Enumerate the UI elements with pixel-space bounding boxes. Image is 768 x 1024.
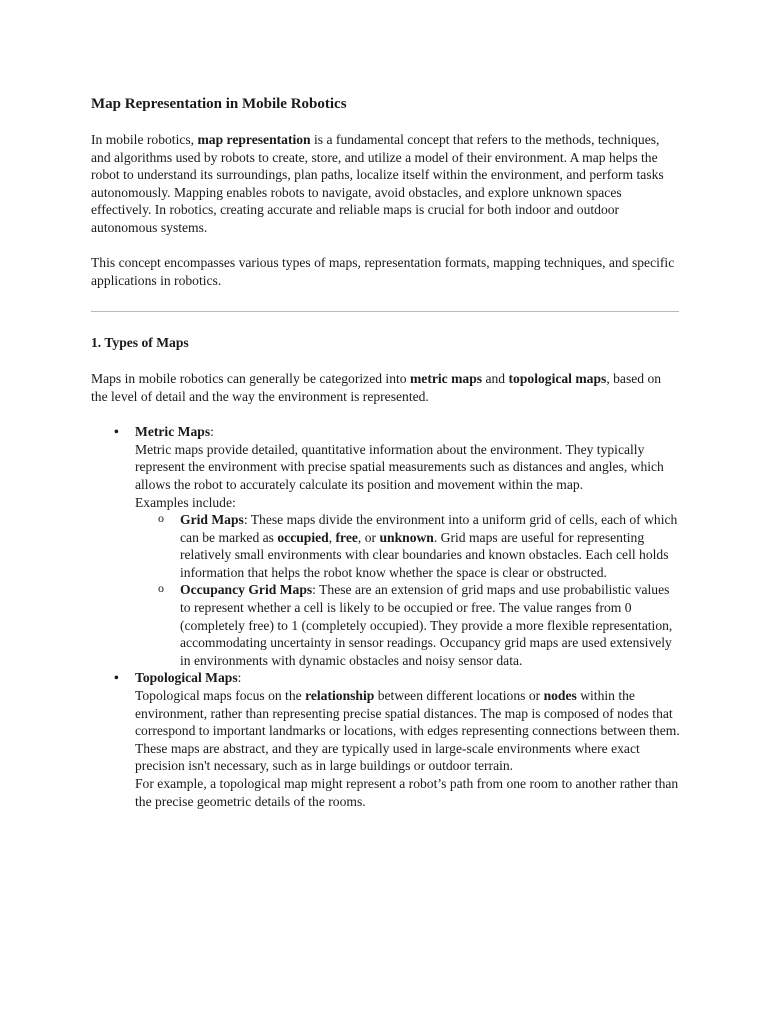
term-nodes: nodes [543,688,577,704]
metric-examples-label: Examples include: [135,494,236,510]
grid-maps-label: Grid Maps [180,512,244,528]
section-heading-types-of-maps: 1. Types of Maps [91,335,189,351]
term-topological-maps: topological maps [508,371,607,387]
intro-text-rest: is a fundamental concept that refers to the methods, techniques, and algorithms used by robots to create, store, and utilize a model of their environment. A map helps the robot to understand its surroundings, plan paths, localize itself within the environment, and perform tasks autonomously. Mapping enables robots to navigate, avoid obstacles, and explore unknown spaces effectively. In robotics, creating accurate and reliable maps is crucial for both indoor and outdoor autonomous systems. [91,132,664,235]
occupancy-grid-maps-text: : These are an extension of grid maps and use probabilistic values to represent whether a cell is likely to be occupied or free. The value ranges from 0 (completely free) to 1 (completely occupied). They provide a more flexible representation, accommodating uncertainty in sensor readings. Occupancy grid maps are used extensively in environments with dynamic obstacles and noisy sensor data. [180,582,673,668]
term-metric-maps: metric maps [409,371,483,387]
sub-bullet-icon: o [158,581,164,596]
metric-maps-colon: : [210,424,214,440]
map-types-list [91,423,681,810]
topological-maps-label: Topological Maps [135,670,238,686]
topological-example: For example, a topological map might represent a robot’s path from one room to another rather than the precise geometric details of the rooms. [135,776,679,809]
list-item-topological-maps [114,669,681,810]
list-item-occupancy-grid-maps [158,581,681,669]
topological-text-1: Topological maps focus on the [135,688,306,704]
page-title: Map Representation in Mobile Robotics [91,96,347,112]
grid-maps-text-1: : These maps divide the environment into a uniform grid of cells, each of which can be marked as [180,512,678,545]
term-map-representation: map representation [197,132,311,147]
list-item-metric-maps [114,423,681,669]
bullet-icon: • [114,670,119,686]
sub-bullet-icon: o [158,511,164,526]
term-free: free [335,529,358,545]
grid-maps-text-2: . Grid maps are useful for representing relatively small environments with clear boundaries and known obstacles. Each cell holds information that helps the robot know whether the space is clear or obstructed. [180,529,669,580]
list-item-grid-maps [158,511,681,581]
metric-examples-list [135,511,681,669]
topological-maps-colon: : [237,670,242,686]
intro-text-start: In mobile robotics, [91,132,198,147]
intro-paragraph [91,131,681,237]
topological-text-3: within the environment, rather than representing precise spatial distances. The map is composed of nodes that correspond to important landmarks or locations, with edges representing connections between them. These maps are abstract, and they are typically used in large-scale environments where exact precision isn't necessary, such as in large buildings or outdoor terrain. [135,688,680,774]
horizontal-divider [91,311,679,312]
document-body [91,95,681,810]
topological-maps-title-line [135,669,681,687]
types-intro-text-2: and [482,371,509,387]
topological-text-2: between different locations or [374,688,544,704]
types-intro-text-1: Maps in mobile robotics can generally be categorized into [91,371,410,387]
metric-maps-label: Metric Maps [135,424,211,440]
intro-paragraph-2: This concept encompasses various types of maps, representation formats, mapping techniques, and specific applications in robotics. [91,255,675,288]
metric-maps-description: Metric maps provide detailed, quantitative information about the environment. They typically represent the environment with precise spatial measurements such as distances and angles, which allows the robot to accurately calculate its position and movement within the map. [135,441,664,492]
topological-maps-description [135,687,681,775]
bullet-icon: • [114,424,119,440]
term-unknown: unknown [379,529,434,545]
types-intro-paragraph [91,370,681,405]
term-relationship: relationship [305,688,375,704]
occupancy-grid-maps-label: Occupancy Grid Maps [180,582,313,598]
term-occupied: occupied [277,529,329,545]
grid-maps-or: , or [357,529,380,545]
grid-maps-comma: , [328,529,336,545]
metric-maps-title-line [135,423,681,441]
types-intro-text-3: , based on the level of detail and the way the environment is represented. [91,371,662,404]
